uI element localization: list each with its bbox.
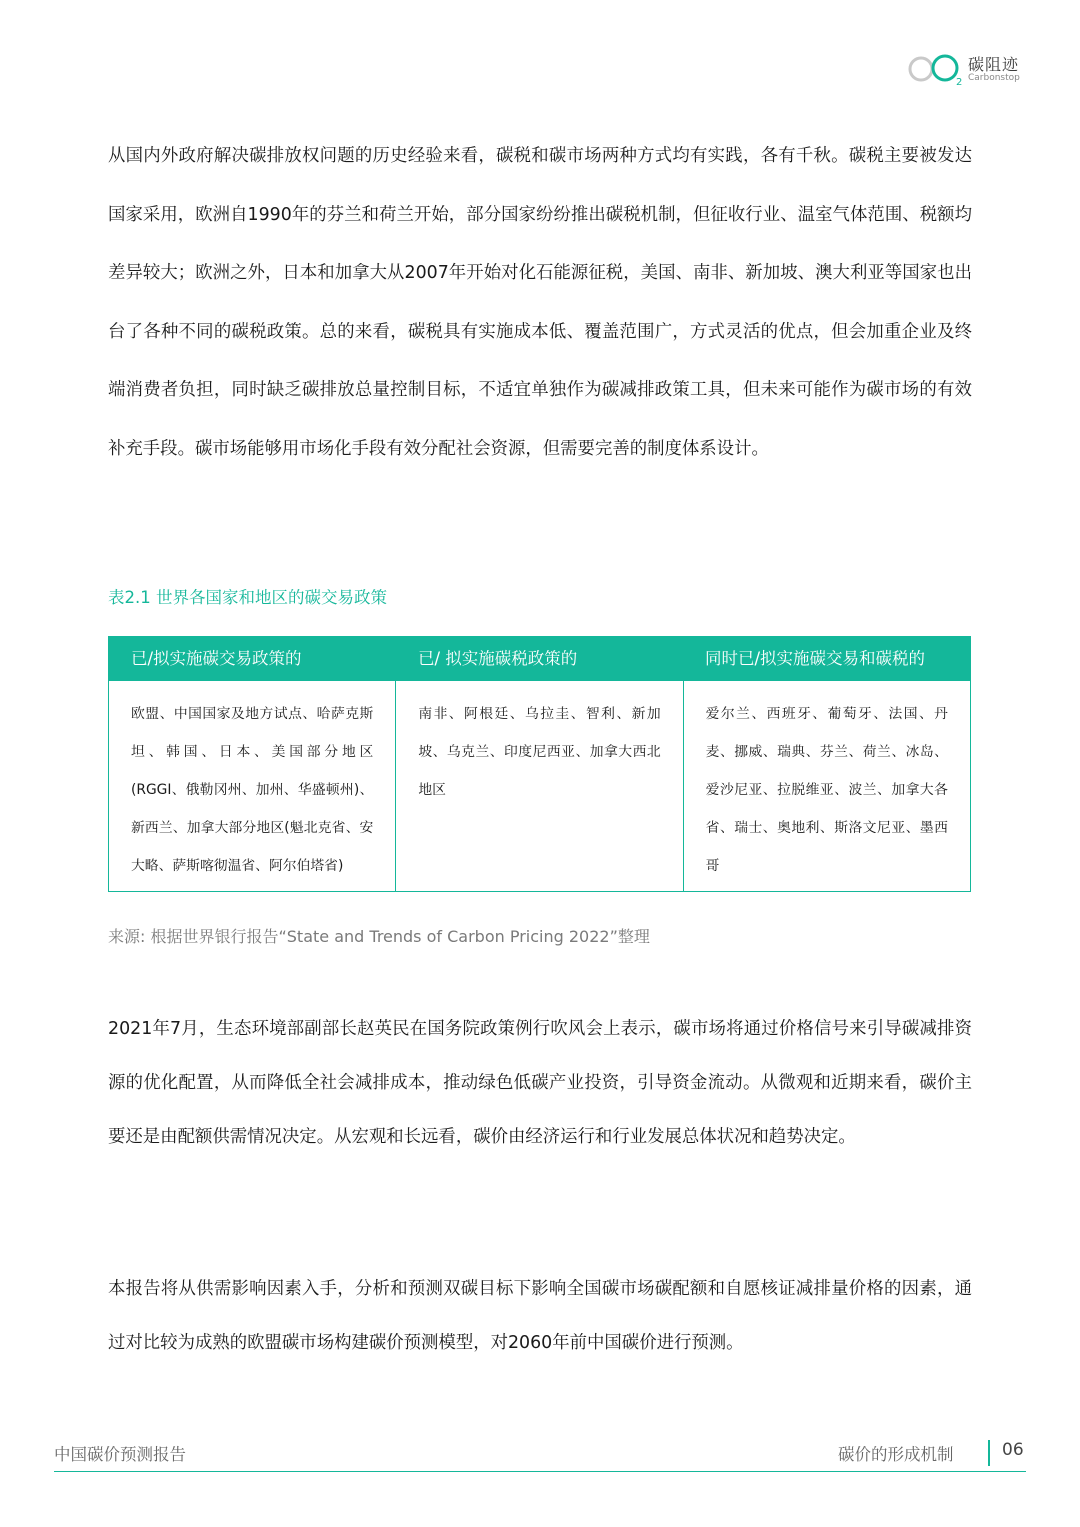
footer-separator bbox=[988, 1440, 990, 1466]
table-cell-carbon-tax: 南非、阿根廷、乌拉圭、智利、新加坡、乌克兰、印度尼西亚、加拿大西北地区 bbox=[395, 681, 682, 891]
table-header-row bbox=[109, 637, 970, 681]
paragraph-report-approach: 本报告将从供需影响因素入手，分析和预测双碳目标下影响全国碳市场碳配额和自愿核证减排量价格的因素，通过对比较为成熟的欧盟碳市场构建碳价预测模型，对2060年前中国碳价进行预测。 bbox=[108, 1279, 972, 1353]
footer-divider bbox=[54, 1471, 1026, 1472]
footer-report-title: 中国碳价预测报告 bbox=[54, 1445, 186, 1464]
logo-name: 碳阻迹 bbox=[968, 55, 1020, 74]
table-header-carbon-trading: 已/拟实施碳交易政策的 bbox=[131, 649, 302, 668]
paragraph-carbon-market-statement: 2021年7月，生态环境部副部长赵英民在国务院政策例行吹风会上表示，碳市场将通过价格信号来引导碳减排资源的优化配置，从而降低全社会减排成本，推动绿色低碳产业投资，引导资金流动。从微观和近期来看，碳价主要还是由配额供需情况决定。从宏观和长远看，碳价由经济运行和行业发展总体状况和趋势决定。 bbox=[108, 1019, 972, 1147]
logo-subtitle: Carbonstop bbox=[968, 73, 1020, 83]
table-header-both: 同时已/拟实施碳交易和碳税的 bbox=[705, 649, 926, 668]
paragraph-carbon-tax-history: 从国内外政府解决碳排放权问题的历史经验来看，碳税和碳市场两种方式均有实践，各有千秋。碳税主要被发达国家采用，欧洲自1990年的芬兰和荷兰开始，部分国家纷纷推出碳税机制，但征收行业、温室气体范围、税额均差异较大；欧洲之外，日本和加拿大从2007年开始对化石能源征税，美国、南非、新加坡、澳大利亚等国家也出台了各种不同的碳税政策。总的来看，碳税具有实施成本低、覆盖范围广，方式灵活的优点，但会加重企业及终端消费者负担，同时缺乏碳排放总量控制目标，不适宜单独作为碳减排政策工具，但未来可能作为碳市场的有效补充手段。碳市场能够用市场化手段有效分配社会资源，但需要完善的制度体系设计。 bbox=[108, 146, 972, 459]
table-row bbox=[109, 681, 970, 891]
table-header-carbon-tax: 已/ 拟实施碳税政策的 bbox=[418, 649, 578, 668]
table-caption: 表2.1 世界各国家和地区的碳交易政策 bbox=[108, 588, 387, 607]
table-cell-carbon-trading: 欧盟、中国国家及地方试点、哈萨克斯坦、韩国、日本、美国部分地区(RGGI、俄勒冈州、加州、华盛顿州)、新西兰、加拿大部分地区(魁北克省、安大略、萨斯喀彻温省、阿尔伯塔省) bbox=[131, 706, 374, 874]
policy-table bbox=[108, 636, 971, 892]
table-source-note: 来源: 根据世界银行报告“State and Trends of Carbon Pricing 2022”整理 bbox=[108, 927, 650, 946]
footer-section-title: 碳价的形成机制 bbox=[838, 1445, 954, 1464]
svg-text:2: 2 bbox=[956, 77, 963, 88]
table-cell-both: 爱尔兰、西班牙、葡萄牙、法国、丹麦、挪威、瑞典、芬兰、荷兰、冰岛、爱沙尼亚、拉脱维亚、波兰、加拿大各省、瑞士、奥地利、斯洛文尼亚、墨西哥 bbox=[683, 681, 970, 891]
o2-logo-icon bbox=[906, 50, 966, 88]
carbonstop-logo bbox=[906, 50, 1036, 88]
page-number: 06 bbox=[1002, 1440, 1024, 1460]
